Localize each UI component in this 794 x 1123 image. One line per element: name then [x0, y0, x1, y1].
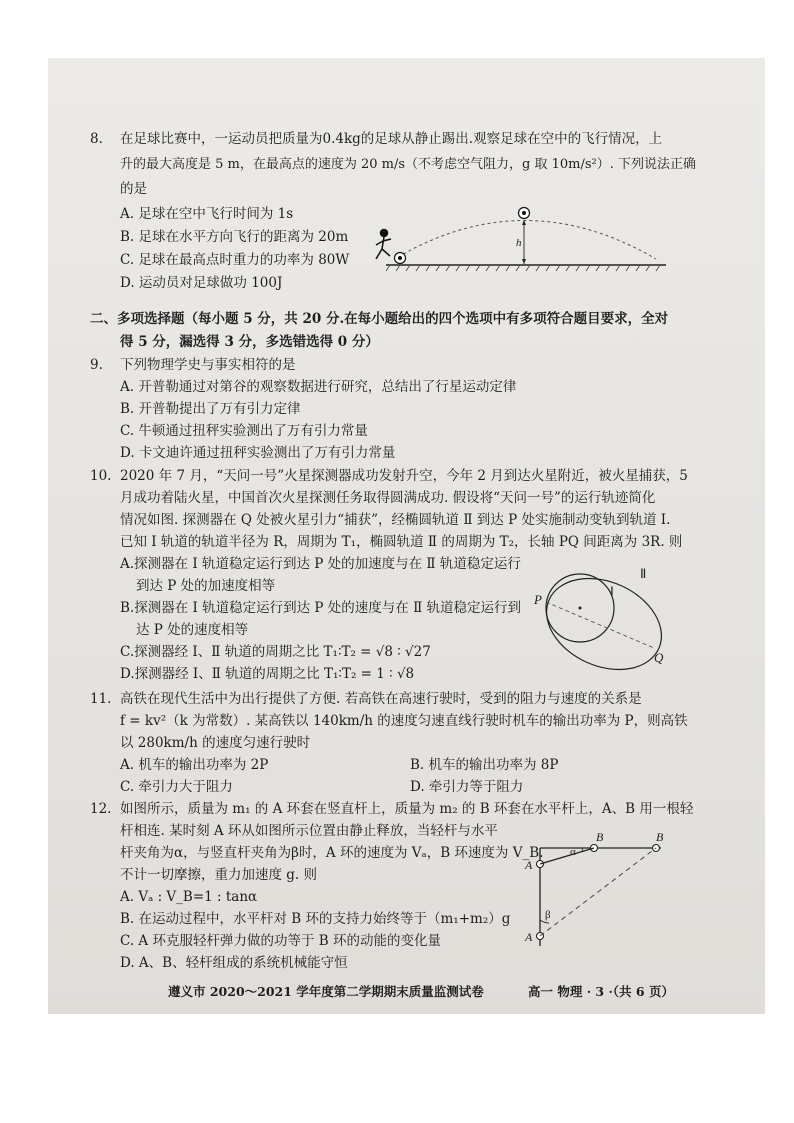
q10-stem-line4: 已知 Ⅰ 轨道的轨道半径为 R，周期为 T₁，椭圆轨道 Ⅱ 的周期为 T₂，长轴 PQ 间距离为 3R. 则 — [120, 534, 683, 550]
orbit-label-one: Ⅰ — [610, 584, 614, 599]
football-top-icon — [519, 208, 530, 219]
orbit-point-p: P — [534, 592, 542, 607]
q9-option-a: A. 开普勒通过对第谷的观察数据进行研究，总结出了行星运动定律 — [120, 379, 517, 395]
q11-stem-line3: 以 280km/h 的速度匀速行驶时 — [120, 735, 311, 751]
q12-option-c: C. A 环克服轻杆弹力做的功等于 B 环的动能的变化量 — [120, 933, 441, 949]
q9-option-c: C. 牛顿通过扭秤实验测出了万有引力常量 — [120, 423, 368, 439]
q8-option-a: A. 足球在空中飞行时间为 1s — [120, 206, 294, 222]
q9-option-b: B. 开普勒提出了万有引力定律 — [120, 401, 301, 417]
q10-number: 10. — [90, 468, 112, 484]
footer-page-info: 高一 物理 · 3 ·（共 6 页） — [528, 984, 674, 999]
q12-option-a: A. Vₐ : V_B=1 : tanα — [120, 889, 258, 905]
section2-heading-line1: 二、多项选择题（每小题 5 分，共 20 分.在每小题给出的四个选项中有多项符合题目要求，全对 — [90, 311, 669, 327]
q10-option-d: D.探测器经 Ⅰ、Ⅱ 轨道的周期之比 T₁∶T₂ = 1 ∶ √8 — [120, 666, 415, 682]
q12-number: 12. — [90, 801, 112, 817]
height-label: h — [516, 237, 522, 249]
q12-stem-line1: 如图所示，质量为 m₁ 的 A 环套在竖直杆上，质量为 m₂ 的 B 环套在水平杆上，A、B 用一根轻 — [120, 801, 694, 817]
angle-alpha-label: α — [570, 846, 576, 858]
football-icon — [395, 253, 406, 264]
q8-number: 8. — [90, 131, 103, 147]
q11-number: 11. — [90, 691, 112, 707]
q10-option-b-line2: 达 P 处的速度相等 — [136, 622, 249, 638]
q11-option-c: C. 牵引力大于阻力 — [120, 779, 233, 795]
q8-option-b: B. 足球在水平方向飞行的距离为 20m — [120, 229, 349, 245]
q10-orbit-figure — [532, 566, 682, 681]
q8-stem-line2: 升的最大高度是 5 m，在最高点的速度为 20 m/s（不考虑空气阻力，g 取 10m/s²）. 下列说法正确 — [120, 157, 697, 172]
q10-stem-line3: 情况如图. 探测器在 Q 处被火星引力“捕获”，经椭圆轨道 Ⅱ 到达 P 处实施制动变轨到轨道 Ⅰ. — [120, 512, 671, 528]
q8-stem-line1: 在足球比赛中，一运动员把质量为0.4kg的足球从静止踢出.观察足球在空中的飞行情况，上 — [120, 131, 663, 147]
ring-b-right-label: B — [656, 830, 664, 844]
q8-option-c: C. 足球在最高点时重力的功率为 80W — [120, 252, 350, 268]
q10-option-b-line1: B.探测器在 Ⅰ 轨道稳定运行到达 P 处的速度与在 Ⅱ 轨道稳定运行到 — [120, 600, 522, 616]
q12-option-d: D. A、B、轻杆组成的系统机械能守恒 — [120, 955, 348, 971]
q9-option-d: D. 卡文迪许通过扭秤实验测出了万有引力常量 — [120, 445, 396, 461]
ring-b-label: B — [596, 830, 604, 844]
orbit-label-two: Ⅱ — [640, 566, 647, 581]
q9-number: 9. — [90, 357, 103, 373]
q11-option-b: B. 机车的输出功率为 8P — [410, 757, 559, 773]
q11-option-d: D. 牵引力等于阻力 — [410, 779, 524, 795]
ring-a-lower-label: A — [525, 930, 533, 944]
footer-exam-title: 遵义市 2020～2021 学年度第二学期期末质量监测试卷 — [168, 984, 484, 999]
q9-stem: 下列物理学史与事实相符的是 — [120, 357, 296, 373]
q12-stem-line2: 杆相连. 某时刻 A 环从如图所示位置由静止释放，当轻杆与水平 — [120, 823, 498, 839]
q10-stem-line2: 月成功着陆火星，中国首次火星探测任务取得圆满成功. 假设将“天问一号”的运行轨迹简化 — [120, 490, 656, 506]
player-icon — [376, 230, 391, 260]
exam-page — [48, 58, 765, 1014]
ring-a-label: A — [525, 858, 533, 872]
angle-beta-label: β — [545, 909, 551, 921]
section2-heading-line2: 得 5 分，漏选得 3 分，多选错选得 0 分） — [120, 334, 379, 350]
q8-stem-line3: 的是 — [120, 181, 147, 197]
q10-option-c: C.探测器经 Ⅰ、Ⅱ 轨道的周期之比 T₁∶T₂ = √8 ∶ √27 — [120, 644, 431, 660]
q8-football-trajectory-figure — [366, 203, 666, 273]
orbit-point-q: Q — [654, 650, 664, 665]
q10-stem-line1: 2020 年 7 月，“天问一号”火星探测器成功发射升空，今年 2 月到达火星附近，被火星捕获，5 — [120, 468, 688, 484]
q12-rod-rings-figure — [516, 828, 676, 948]
q11-stem-line1: 高铁在现代生活中为出行提供了方便. 若高铁在高速行驶时，受到的阻力与速度的关系是 — [120, 691, 642, 707]
q12-stem-line4: 不计一切摩擦，重力加速度 g. 则 — [120, 867, 318, 883]
q8-option-d: D. 运动员对足球做功 100J — [120, 275, 283, 291]
q12-option-b: B. 在运动过程中，水平杆对 B 环的支持力始终等于（m₁+m₂）g — [120, 911, 511, 927]
q10-option-a-line1: A.探测器在 Ⅰ 轨道稳定运行到达 P 处的加速度与在 Ⅱ 轨道稳定运行 — [120, 556, 521, 572]
q11-stem-line2: f = kv²（k 为常数）. 某高铁以 140km/h 的速度匀速直线行驶时机车的输出功率为 P，则高铁 — [120, 713, 688, 729]
q10-option-a-line2: 到达 P 处的加速度相等 — [136, 578, 276, 594]
q12-stem-line3: 杆夹角为α，与竖直杆夹角为β时，A 环的速度为 Vₐ，B 环速度为 V_B. — [120, 845, 544, 861]
q11-option-a: A. 机车的输出功率为 2P — [120, 757, 269, 773]
